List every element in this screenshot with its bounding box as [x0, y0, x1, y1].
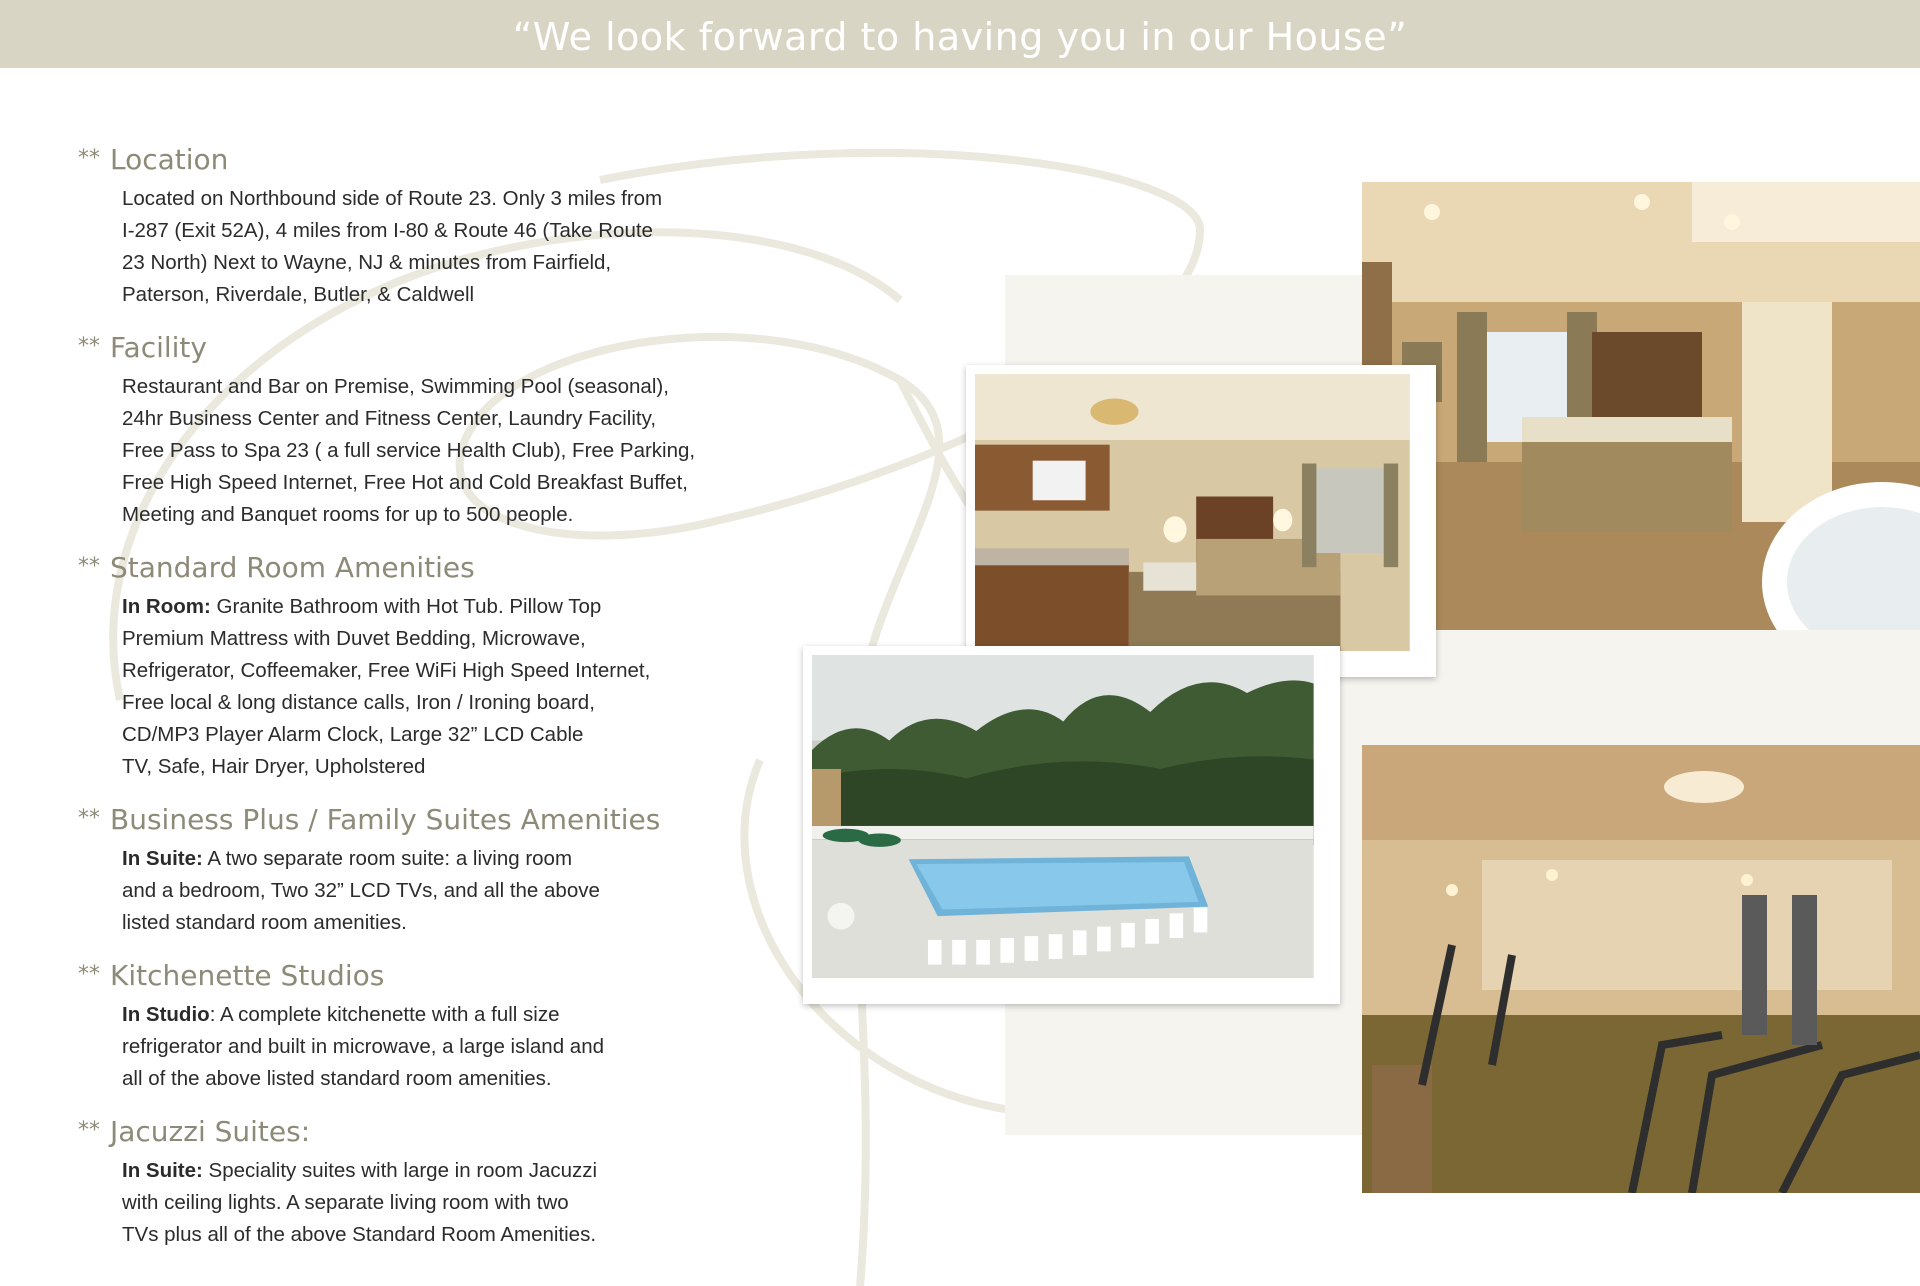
section-heading: [78, 1112, 738, 1155]
stars-marker: **: [78, 962, 100, 987]
body-line: 23 North) Next to Wayne, NJ & minutes from Fairfield,: [122, 251, 612, 274]
section-heading: [78, 328, 738, 371]
body-line: [122, 999, 738, 1031]
section-location: [78, 140, 738, 311]
section-heading: [78, 800, 738, 843]
section-kitchenette: [78, 956, 738, 1095]
section-facility: [78, 328, 738, 531]
stars-marker: **: [78, 806, 100, 831]
photo-swimming-pool: [803, 646, 1340, 1004]
stars-marker: **: [78, 334, 100, 359]
banner-quote: “We look forward to having you in our House”: [512, 15, 1408, 59]
body-text: Granite Bathroom with Hot Tub. Pillow Top: [210, 595, 602, 618]
section-body: [122, 591, 738, 783]
body-line: 24hr Business Center and Fitness Center, Laundry Facility,: [122, 407, 657, 430]
section-heading: [78, 548, 738, 591]
body-line: refrigerator and built in microwave, a large island and: [122, 1035, 605, 1058]
section-title: Jacuzzi Suites:: [110, 1115, 311, 1148]
lead-label: In Suite:: [122, 847, 203, 870]
lead-label: In Suite:: [122, 1159, 203, 1182]
body-line: Refrigerator, Coffeemaker, Free WiFi High Speed Internet,: [122, 659, 651, 682]
section-body: [122, 1155, 738, 1251]
lead-label: In Studio: [122, 1003, 210, 1026]
lead-label: In Room:: [122, 595, 211, 618]
photo-kitchenette-studio: [966, 365, 1436, 677]
stars-marker: **: [78, 1118, 100, 1143]
photo-fitness-center: [1362, 745, 1920, 1193]
body-line: CD/MP3 Player Alarm Clock, Large 32” LCD Cable: [122, 723, 584, 746]
section-body: [122, 183, 738, 311]
stars-marker: **: [78, 554, 100, 579]
section-body: [122, 371, 738, 531]
section-jacuzzi: [78, 1112, 738, 1251]
body-line: listed standard room amenities.: [122, 911, 407, 934]
section-title: Standard Room Amenities: [110, 551, 475, 584]
body-line: [122, 591, 738, 623]
body-text: A two separate room suite: a living room: [202, 847, 573, 870]
section-standard-room: [78, 548, 738, 783]
body-text: : A complete kitchenette with a full size: [209, 1003, 560, 1026]
body-line: with ceiling lights. A separate living room with two: [122, 1191, 569, 1214]
body-line: all of the above listed standard room amenities.: [122, 1067, 552, 1090]
body-text: Speciality suites with large in room Jacuzzi: [202, 1159, 598, 1182]
body-line: [122, 843, 738, 875]
section-title: Location: [110, 143, 229, 176]
body-line: Meeting and Banquet rooms for up to 500 people.: [122, 503, 574, 526]
body-line: Free Pass to Spa 23 ( a full service Health Club), Free Parking,: [122, 439, 696, 462]
body-line: I-287 (Exit 52A), 4 miles from I-80 & Route 46 (Take Route: [122, 219, 653, 242]
section-title: Kitchenette Studios: [110, 959, 385, 992]
body-line: TV, Safe, Hair Dryer, Upholstered: [122, 755, 426, 778]
banner: [0, 0, 1920, 68]
section-heading: [78, 956, 738, 999]
body-line: [122, 1155, 738, 1187]
section-heading: [78, 140, 738, 183]
stars-marker: **: [78, 146, 100, 171]
body-line: Paterson, Riverdale, Butler, & Caldwell: [122, 283, 475, 306]
section-business-plus: [78, 800, 738, 939]
section-body: [122, 999, 738, 1095]
section-body: [122, 843, 738, 939]
body-line: Restaurant and Bar on Premise, Swimming Pool (seasonal),: [122, 375, 669, 398]
body-line: Free local & long distance calls, Iron / Ironing board,: [122, 691, 595, 714]
body-line: Premium Mattress with Duvet Bedding, Microwave,: [122, 627, 586, 650]
body-line: and a bedroom, Two 32” LCD TVs, and all the above: [122, 879, 600, 902]
photo-jacuzzi-suite: [1362, 182, 1920, 630]
section-title: Business Plus / Family Suites Amenities: [110, 803, 661, 836]
amenities-list: [78, 140, 738, 1268]
section-title: Facility: [110, 331, 207, 364]
body-line: TVs plus all of the above Standard Room Amenities.: [122, 1223, 597, 1246]
body-line: Located on Northbound side of Route 23. Only 3 miles from: [122, 187, 663, 210]
body-line: Free High Speed Internet, Free Hot and Cold Breakfast Buffet,: [122, 471, 688, 494]
